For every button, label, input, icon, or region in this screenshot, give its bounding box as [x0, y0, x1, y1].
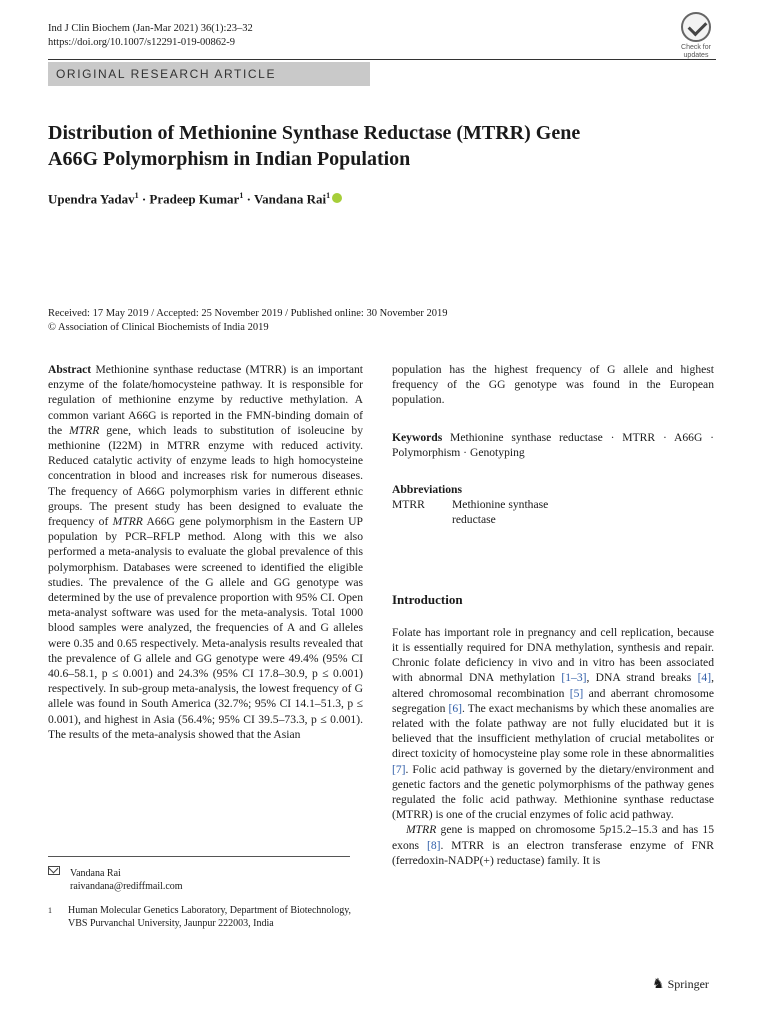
- intro-text: 15.2–15.3 and has 15 exons: [392, 823, 714, 852]
- corresponding-author: [48, 866, 183, 893]
- affiliation-marker: 1: [134, 191, 139, 200]
- reference-link[interactable]: [5]: [569, 686, 584, 700]
- abstract-paragraph: [48, 362, 363, 742]
- corresponding-email[interactable]: raivandana@rediffmail.com: [70, 881, 183, 892]
- author-name[interactable]: Pradeep Kumar: [149, 191, 240, 207]
- keywords-text: Methionine synthase reductase · MTRR · A66G · Polymorphism · Genotyping: [392, 430, 714, 459]
- affiliation-text: Human Molecular Genetics Laboratory, Department of Biotechnology, VBS Purvanchal University, Jaunpur 222003, India: [68, 905, 352, 929]
- gene-name: MTRR: [112, 515, 143, 529]
- affiliation-footnote: [48, 904, 358, 930]
- intro-text: . Folic acid pathway is governed by the dietary/environment and genetic factors and the genetic polymorphisms of the pathway genes regulated the folic acid pathway. Methionine synthase reductase (MTRR) is one of the crucial enzymes of folic acid pathway.: [392, 762, 714, 822]
- introduction-heading: Introduction: [392, 591, 463, 607]
- affiliation-marker: 1: [239, 191, 244, 200]
- reference-link[interactable]: [8]: [426, 838, 441, 852]
- publisher-name: Springer: [667, 977, 709, 991]
- author-separator: ·: [138, 191, 150, 207]
- orcid-icon[interactable]: [332, 193, 342, 203]
- abstract-text: Methionine synthase reductase (MTRR) is an important enzyme of the folate/homocysteine pathway. It is responsible for regulation of methionine enzyme by reductive methylation. A common variant A66G is reported in the FMN-binding domain of the: [48, 363, 363, 437]
- reference-link[interactable]: [7]: [392, 762, 406, 776]
- introduction-paragraph: [392, 822, 714, 868]
- abstract-continuation: population has the highest frequency of G allele and highest frequency of the GG genotype was found in the European population.: [392, 363, 714, 407]
- reference-link[interactable]: [6]: [448, 701, 463, 715]
- author-name[interactable]: Upendra Yadav: [48, 191, 135, 207]
- doi-link[interactable]: https://doi.org/10.1007/s12291-019-00862-9: [48, 37, 236, 48]
- history-dates: Received: 17 May 2019 / Accepted: 25 November 2019 / Published online: 30 November 2019: [48, 308, 448, 319]
- reference-link[interactable]: [1–3]: [561, 671, 587, 685]
- affiliation-number: 1: [48, 906, 52, 915]
- check-updates-label: Check for updates: [681, 44, 711, 59]
- abstract-label: Abstract: [48, 363, 92, 376]
- abbreviations-heading: Abbreviations: [392, 483, 463, 497]
- left-column: [48, 362, 363, 742]
- author-list: [48, 191, 342, 207]
- abstract-text: A66G gene polymorphism in the Eastern UP population by PCR–RFLP method. Along with this we also performed a meta-analysis to evaluate the global prevalence of this polymorphism. Databases were screened to identified the eligible studies. The prevalence of the G allele and GG genotype was determined by the use of prevalence proportion with 95% CI. Open meta-analyst software was used for the meta-analysis. Total 1000 blood samples were analyzed, the frequencies of A and G alleles were 0.35 and 0.65 respectively. Meta-analysis results revealed that the prevalence of G allele and GG genotype were 49.4% (95% CI 40.6–58.1, p ≤ 0.001) and 24.3% (95% CI 17.8–30.9, p ≤ 0.001) respectively. In sub-group meta-analysis, the lowest frequency of G allele was found in South America (32.7%; 95% CI 14.1–51.3, p ≤ 0.001), and highest in Asia (56.4%; 95% CI 39.5–73.3, p ≤ 0.001). The results of the meta-analysis showed that the Asian: [48, 515, 363, 741]
- intro-text: and aberrant chromosome segregation: [392, 686, 715, 715]
- intro-text: , DNA strand breaks: [586, 671, 698, 685]
- copyright-line: © Association of Clinical Biochemists of India 2019: [48, 322, 269, 333]
- author-separator: ·: [243, 191, 254, 207]
- intro-text: Folate has important role in pregnancy and cell replication, because it is essentially required for DNA methylation, synthesis and repair. Chronic folate deficiency in vivo and in vitro has been associated with abnormal DNA methylation: [392, 625, 714, 685]
- publication-dates: [48, 307, 448, 335]
- abbreviation-definition: Methionine synthase reductase: [452, 498, 549, 527]
- reference-link[interactable]: [4]: [697, 671, 712, 685]
- header-rule: [48, 59, 716, 60]
- intro-text: gene is mapped on chromosome 5: [436, 823, 606, 837]
- abstract-text: gene, which leads to substitution of isoleucine by methionine (I22M) in MTRR enzyme with reduced activity. Reduced catalytic activity of enzyme leads to high homocysteine concentration in blood and increases risk for numerous diseases. The frequency of A66G polymorphism varies in different ethnic groups. The present study has been designed to evaluate the frequency of: [48, 423, 363, 529]
- corresponding-name: Vandana Rai: [70, 868, 121, 879]
- abbreviation-row: [392, 497, 714, 527]
- gene-name: MTRR: [69, 423, 100, 437]
- keywords-label: Keywords: [392, 430, 443, 444]
- intro-text: . MTRR is an electron transferase enzyme of FNR (ferredoxin-NADP(+) reductase) family. It is: [392, 838, 715, 867]
- article-title: [48, 120, 688, 172]
- check-for-updates-badge[interactable]: [674, 12, 718, 60]
- gene-name: MTRR: [406, 823, 437, 837]
- introduction-paragraph: [392, 625, 714, 823]
- author-name[interactable]: Vandana Rai: [253, 191, 327, 207]
- article-type-banner: ORIGINAL RESEARCH ARTICLE: [48, 62, 370, 86]
- title-line: Distribution of Methionine Synthase Reductase (MTRR) Gene: [48, 122, 581, 144]
- journal-citation: [48, 22, 253, 50]
- chromosome-arm: p: [605, 823, 612, 837]
- journal-line: Ind J Clin Biochem (Jan-Mar 2021) 36(1):23–32: [48, 23, 253, 34]
- intro-text: . The exact mechanisms by which these anomalies are related with the folate pathway are not fully elucidated but it is believed that the insufficient methylation of crucial metabolites or direct toxicity of homocysteine play some role in these abnormalities: [392, 701, 714, 761]
- keywords: [392, 430, 714, 460]
- abbreviation-term: MTRR: [392, 498, 425, 512]
- springer-horse-icon: ♞: [652, 977, 665, 992]
- intro-text: , altered chromosomal recombination: [392, 671, 714, 700]
- envelope-icon: [48, 866, 60, 875]
- affiliation-marker: 1: [326, 191, 331, 200]
- publisher-logo: [652, 976, 709, 993]
- title-line: A66G Polymorphism in Indian Population: [48, 148, 411, 170]
- footnote-rule: [48, 856, 350, 857]
- right-column: [392, 362, 714, 868]
- check-updates-icon: [681, 12, 711, 42]
